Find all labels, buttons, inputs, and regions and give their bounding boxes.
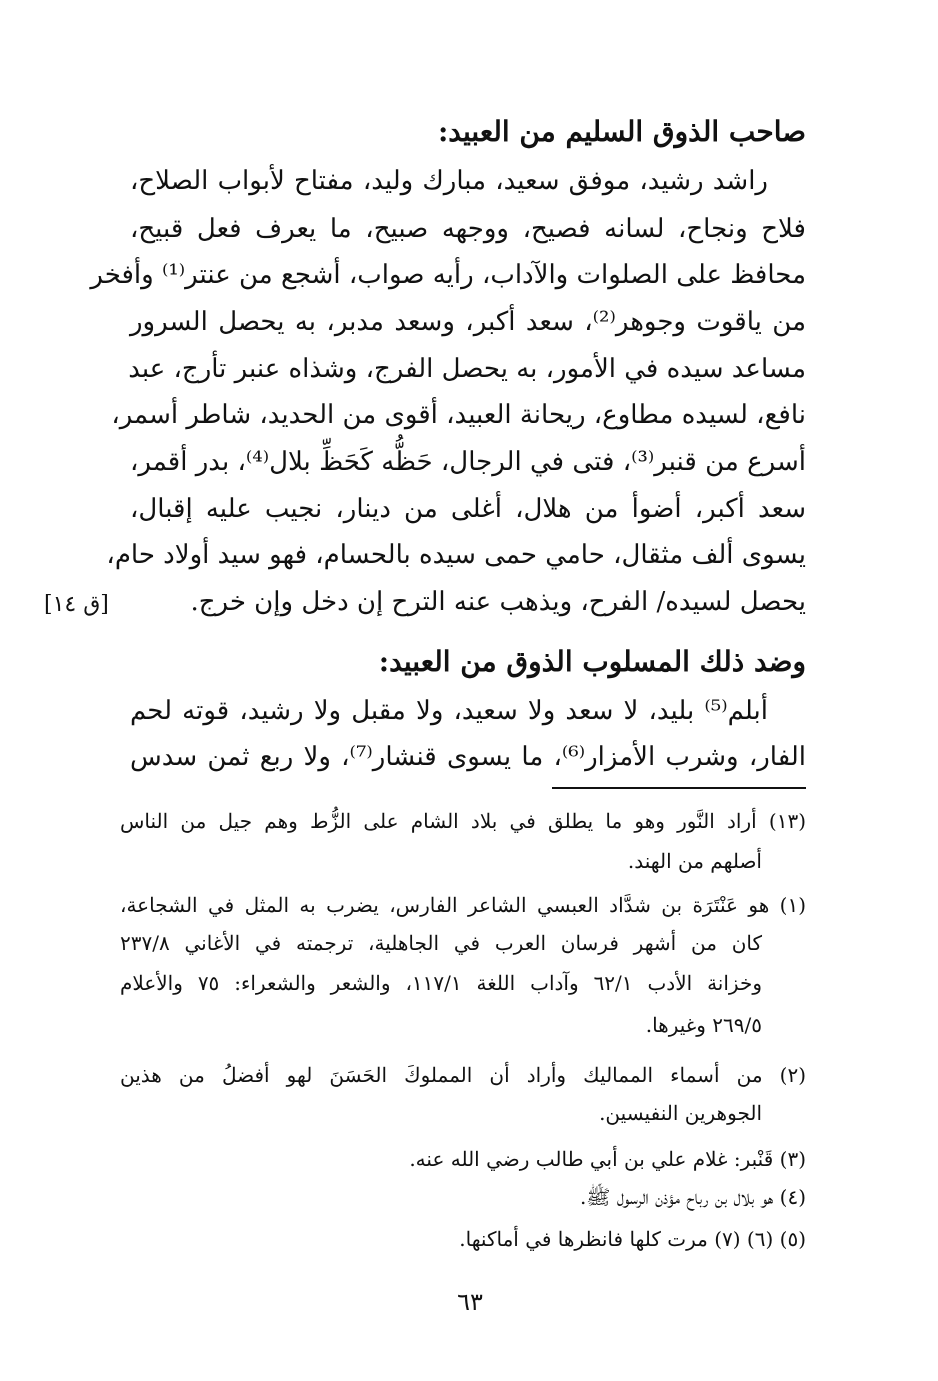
footnote-2: (٢) من أسماء المماليك وأراد أن المملوكَ الحَسَنَ لهو أفضلُ من هذين [120,1063,806,1087]
footnote-3: (٣) قَنْبر: غلام علي بن أبي طالب رضي الله عنه. [409,1147,806,1171]
footnote-1-continuation: وخزانة الأدب ٦٢/١ وآداب اللغة ١١٧/١، والشعر والشعراء: ٧٥ والأعلام [120,971,762,995]
footnote-5-6-7: (٥) (٦) (٧) مرت كلها فانظرها في أماكنها. [459,1227,806,1251]
body-line: سعد أكبر، أضوأ من هلال، أغلى من دينار، نجيب عليه إقبال، [130,494,806,524]
footnote-4: (٤) هو بلال بن رباح مؤذن الرسول ﷺ. [579,1185,806,1209]
body-line: نافع، لسيده مطاوع، ريحانة العبيد، أقوى من الحديد، شاطر أسمر، [111,400,806,430]
footnote-13-continuation: أصلهم من الهند. [627,849,762,873]
footnote-13: (١٣) أراد النَّور وهو ما يطلق في بلاد الشام على الزُّط وهم جيل من الناس [120,809,806,833]
body-line: الفار، وشرب الأمزار⁽⁶⁾، ما يسوى قنشار⁽⁷⁾، ولا ربع ثمن سدس [130,742,806,772]
footnote-1: (١) هو عَنْتَرَة بن شدَّاد العبسي الشاعر الفارس، يضرب به المثل في الشجاعة، [120,893,806,917]
manuscript-folio-marker: [ق ١٤] [44,592,109,617]
body-line: محافظ على الصلوات والآداب، رأيه صواب، أشجع من عنتر⁽¹⁾ وأفخر [90,260,806,290]
footnote-1-continuation: كان من أشهر فرسان العرب في الجاهلية، ترجمته في الأغاني ٢٣٧/٨ [120,931,762,955]
footnote-1-continuation: ٢٦٩/٥ وغيرها. [645,1013,762,1037]
body-line: يحصل لسيده/ الفرح، ويذهب عنه الترح إن دخل وإن خرج. [190,587,806,617]
page-number: ٦٣ [457,1288,483,1316]
body-line: أسرع من قنبر⁽³⁾، فتى في الرجال، حَظُّه كَحَظِّ بلال⁽⁴⁾، بدر أقمر، [130,447,807,477]
body-line: يسوى ألف مثقال، حامي حمى سيده بالحسام، فهو سيد أولاد حام، [106,540,806,570]
body-line: فلاح ونجاح، لسانه فصيح، ووجهه صبيح، ما يعرف فعل قبيح، [130,214,806,244]
footnote-2-continuation: الجوهرين النفيسين. [599,1101,762,1125]
section-heading-bad-slave: وضد ذلك المسلوب الذوق من العبيد: [378,645,806,678]
body-line: من ياقوت وجوهر⁽²⁾، سعد أكبر، وسعد مدبر، به يحصل السرور [130,307,806,337]
body-line: مساعد سيده في الأمور، به يحصل الفرج، وشذاه عنبر تأرج، عبد [128,354,806,384]
section-heading-good-slave: صاحب الذوق السليم من العبيد: [437,115,806,148]
footnote-separator [552,787,806,789]
body-line: راشد رشيد، موفق سعيد، مبارك وليد، مفتاح لأبواب الصلاح، [130,166,768,196]
body-line: أبلم⁽⁵⁾ بليد، لا سعد ولا سعيد، ولا مقبل ولا رشيد، قوته لحم [130,696,768,726]
